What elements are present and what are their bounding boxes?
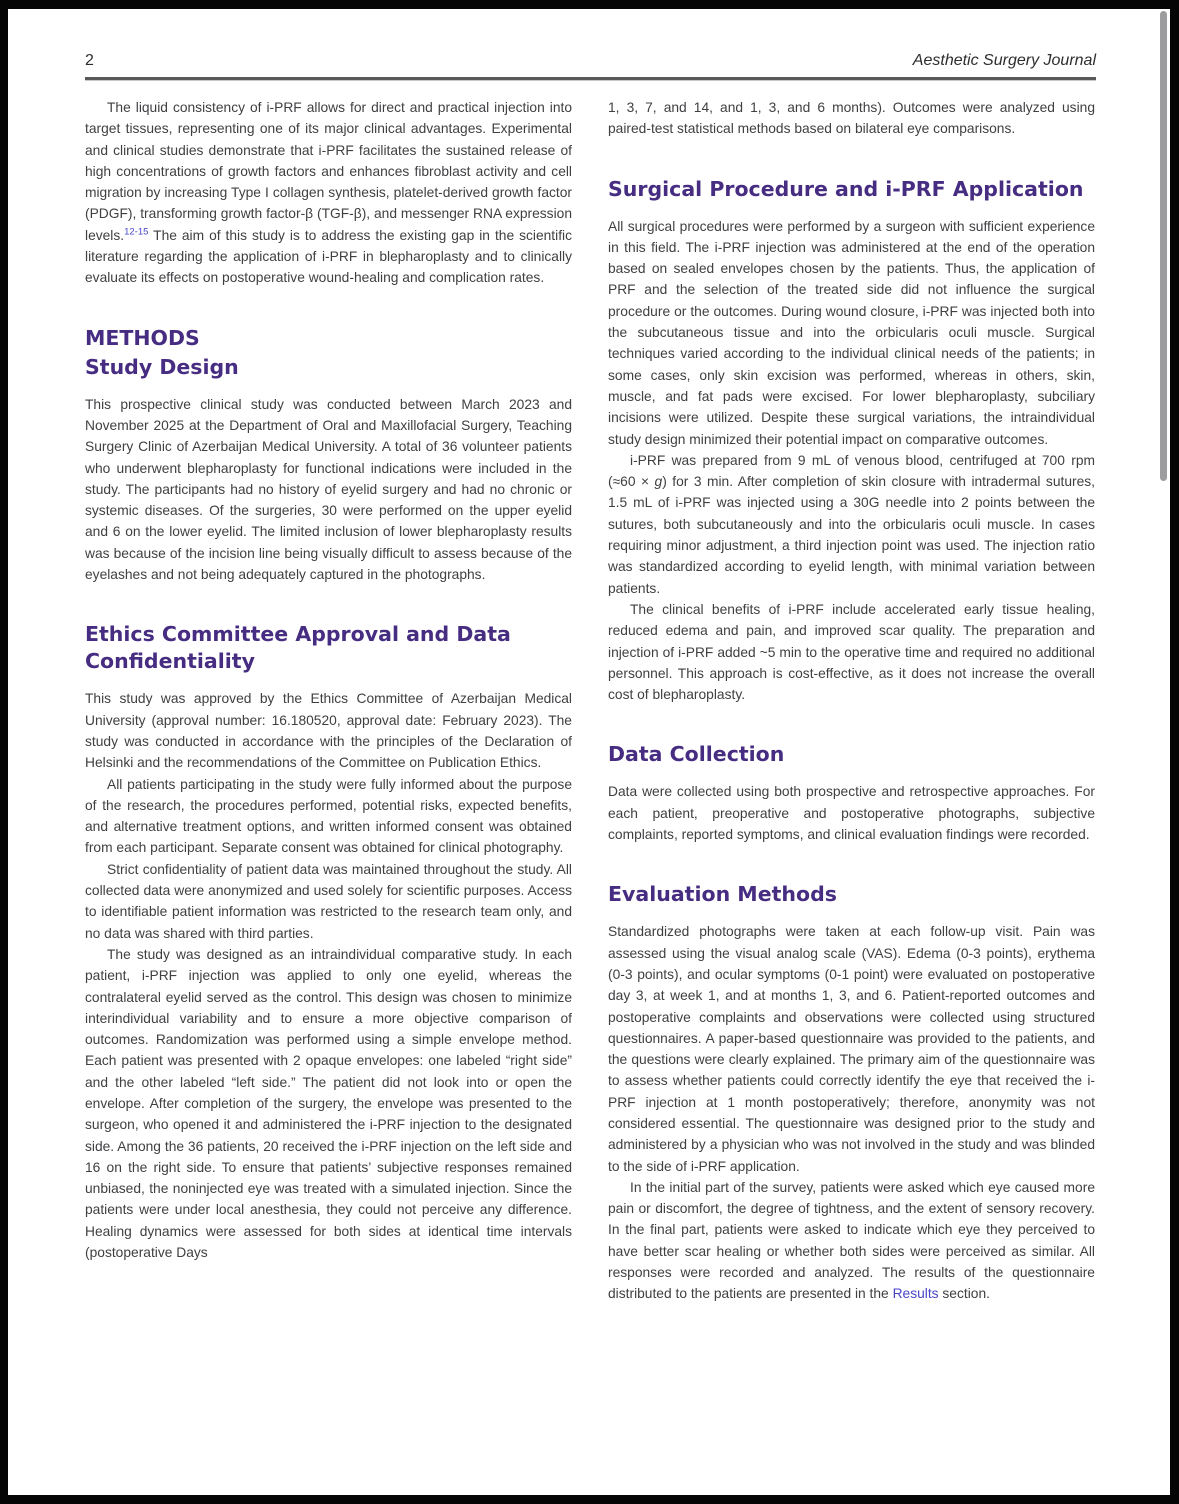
ethics-paragraph-2: All patients participating in the study were fully informed about the purpose of the research, the procedures performed, potential risks, expected benefits, and alternative treatment options, and written informed consent was obtained from each participant. Separate consent was obtained for clinical photography. <box>85 776 572 856</box>
data-collection-heading: Data Collection <box>608 742 785 767</box>
page-header <box>85 52 1096 80</box>
journal-title: Aesthetic Surgery Journal <box>912 52 1096 69</box>
section-surgical-procedure <box>608 176 1095 706</box>
evaluation-methods-heading: Evaluation Methods <box>608 882 837 907</box>
scrollbar-thumb[interactable] <box>1160 11 1167 481</box>
ethics-heading: Ethics Committee Approval and Data Confidentiality <box>85 622 511 674</box>
ethics-paragraph-4: The study was designed as an intraindividual comparative study. In each patient, i-PRF injection was applied to only one eyelid, whereas the contralateral eyelid served as the control. This design was chosen to minimize interindividual variability and to ensure a more objective comparison of outcomes. Randomization was performed using a simple envelope method. Each patient was presented with 2 opaque envelopes: one labeled “right side” and the other labeled “left side.” The patient did not look into or open the envelope. After completion of the surgery, the envelope was presented to the surgeon, who opened it and administered the i-PRF injection to the designated side. Among the 36 patients, 20 received the i-PRF injection on the left side and 16 on the right side. To ensure that patients’ subjective responses remained unbiased, the noninjected eye was treated with a simulated injection. Since the patients were under local anesthesia, they could not perceive any difference. Healing dynamics were assessed for both sides at identical time intervals (postoperative Days <box>85 946 572 1261</box>
right-edge-bar <box>1170 0 1179 1504</box>
surgical-paragraph: All surgical procedures were performed by a surgeon with sufficient experience in this field. The i-PRF injection was administered at the end of the operation based on sealed envelopes chosen by the patients. Thus, the application of PRF and the selection of the treated side did not influence the surgical procedure or the outcomes. During wound closure, i-PRF was injected both into the subcutaneous tissue and into the orbicularis oculi muscle. Surgical techniques varied according to the individual clinical needs of the patients; in some cases, only skin excision was performed, whereas in others, skin, muscle, and fat pads were excised. For lower blepharoplasty, subciliary incisions were utilized. Despite these surgical variations, the intraindividual study design minimized their potential impact on comparative outcomes. <box>608 218 1095 447</box>
study-design-heading: Study Design <box>85 354 239 379</box>
results-link[interactable]: Results <box>892 1286 939 1302</box>
section-evaluation-methods <box>608 881 1095 1304</box>
left-column <box>85 97 572 1305</box>
right-column <box>608 97 1095 1305</box>
section-methods <box>85 325 572 586</box>
surgical-procedure-heading: Surgical Procedure and i-PRF Application <box>608 176 1084 201</box>
bottom-edge-bar <box>0 1495 1179 1504</box>
intro-text-pre: The liquid consistency of i-PRF allows for direct and practical injection into target tissues, representing one of its major clinical advantages. Experimental and clinical studies demonstrate that i-PRF facilitates the sustained release of high concentrations of growth factors and enhances fibroblast activity and cell migration by increasing Type I collagen synthesis, platelet-derived growth factor (PDGF), transforming growth factor-β (TGF-β), and messenger RNA expression levels. <box>85 100 572 243</box>
survey-text-pre: In the initial part of the survey, patients were asked which eye caused more pain or discomfort, the degree of tightness, and the extent of sensory recovery. In the final part, patients were asked to indicate which eye they perceived to have better scar healing or whether both sides were perceived as similar. All responses were recorded and analyzed. The results of the questionnaire distributed to the patients are presented in the <box>608 1179 1095 1302</box>
clinical-benefits-paragraph: The clinical benefits of i-PRF include accelerated early tissue healing, reduced edema and pain, and improved scar quality. The preparation and injection of i-PRF added ~5 min to the operative time and required no additional personnel. This approach is cost-effective, as it does not increase the overall cost of blepharoplasty. <box>608 601 1095 703</box>
journal-page <box>85 52 1096 1305</box>
survey-text-post: section. <box>938 1286 990 1302</box>
two-column-body <box>85 97 1096 1305</box>
ethics-paragraph-3: Strict confidentiality of patient data was maintained throughout the study. All collected data were anonymized and used solely for scientific purposes. Access to identifiable patient information was restricted to the research team only, and no data was shared with third parties. <box>85 861 572 941</box>
left-edge-bar <box>0 0 8 1504</box>
evaluation-paragraph: Standardized photographs were taken at each follow-up visit. Pain was assessed using the visual analog scale (VAS). Edema (0-3 points), erythema (0-3 points), and ocular symptoms (0-1 point) were evaluated on postoperative day 3, at week 1, and at months 1, 3, and 6. Patient-reported outcomes and postoperative complaints and observations were collected using structured questionnaires. A paper-based questionnaire was provided to the patients, and the questions were clearly explained. The primary aim of the questionnaire was to assess whether patients could correctly identify the eye that received the i-PRF injection at 1 month postoperatively; therefore, anonymity was not considered essential. The questionnaire was designed prior to the study and administered by a physician who was not involved in the study and was blinded to the side of i-PRF application. <box>608 924 1095 1174</box>
citation-superscript[interactable]: 12-15 <box>124 226 149 238</box>
study-design-paragraph: This prospective clinical study was conducted between March 2023 and November 2025 at the Department of Oral and Maxillofacial Surgery, Teaching Surgery Clinic of Azerbaijan Medical University. A total of 36 volunteer patients who underwent blepharoplasty for functional indications were included in the study. The participants had no history of eyelid surgery and had no chronic or systemic diseases. Of the surgeries, 30 were performed on the upper eyelid and 6 on the lower eyelid. The limited inclusion of lower blepharoplasty results was because of the incision line being visually difficult to assess because of the eyelashes and not being adequately captured in the photographs. <box>85 396 572 583</box>
prf-preparation-paragraph <box>608 450 1095 599</box>
intro-paragraph <box>85 97 572 289</box>
methods-kicker-heading: METHODS <box>85 325 200 350</box>
italic-g-variable: g <box>654 474 663 490</box>
prep-text-post: ) for 3 min. After completion of skin closure with intradermal sutures, 1.5 mL of i-PRF was injected using a 30G needle into 2 points between the sutures, both subcutaneously and into the orbicularis oculi muscle. In cases requiring minor adjustment, a third injection point was used. The injection ratio was standardized according to eyelid length, with minimal variation between patients. <box>608 474 1095 596</box>
prep-text-pre: i-PRF was prepared from 9 mL of venous blood, centrifuged at 700 rpm (≈60 × <box>608 452 1095 490</box>
intro-text-post: The aim of this study is to address the existing gap in the scientific literature regarding the application of i-PRF in blepharoplasty and to clinically evaluate its effects on postoperative wound-healing and complication rates. <box>85 227 572 286</box>
ethics-paragraph-1: This study was approved by the Ethics Committee of Azerbaijan Medical University (approval number: 16.180520, approval date: February 2023). The study was conducted in accordance with the principles of the Declaration of Helsinki and the recommendations of the Committee on Publication Ethics. <box>85 691 572 771</box>
data-collection-paragraph: Data were collected using both prospective and retrospective approaches. For each patient, preoperative and postoperative photographs, subjective complaints, reported symptoms, and clinical evaluation findings were recorded. <box>608 784 1095 843</box>
section-ethics <box>85 621 572 1263</box>
top-edge-bar <box>0 0 1179 9</box>
section-data-collection <box>608 741 1095 845</box>
continuation-paragraph: 1, 3, 7, and 14, and 1, 3, and 6 months). Outcomes were analyzed using paired-test statistical methods based on bilateral eye comparisons. <box>608 100 1095 137</box>
page-number: 2 <box>85 52 94 69</box>
survey-paragraph <box>608 1177 1095 1305</box>
